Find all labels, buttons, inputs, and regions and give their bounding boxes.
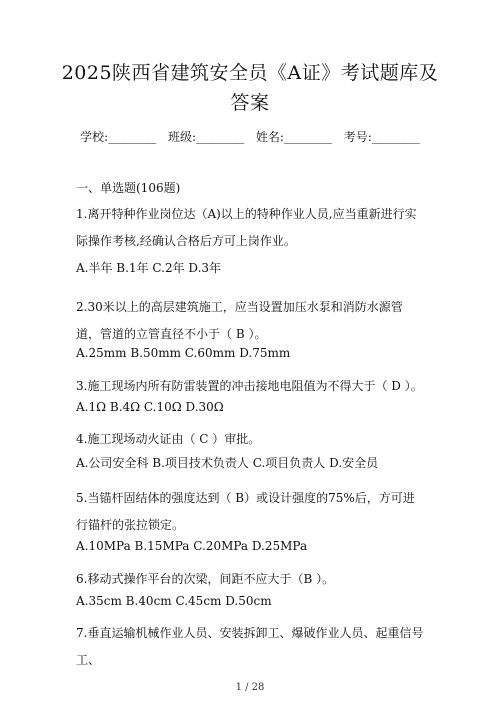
section-heading: 一、单选题(106题) <box>76 181 181 195</box>
question-4-options: A.公司安全科 B.项目技术负责人 C.项目负责人 D.安全员 <box>76 456 379 470</box>
name-field: 姓名:________ <box>255 130 332 144</box>
question-2: 2.30米以上的高层建筑施工，应当设置加压水泵和消防水源管道，管道的立管直径不小于（ B ）。 <box>76 300 403 341</box>
question-4: 4.施工现场动火证由（ C ）审批。 <box>76 432 261 446</box>
question-5-options: A.10MPa B.15MPa C.20MPa D.25MPa <box>76 539 308 553</box>
question-7: 7.垂直运输机械作业人员、安装拆卸工、爆破作业人员、起重信号工、 <box>76 626 424 667</box>
question-6: 6.移动式操作平台的次梁，间距不应大于（B ）。 <box>76 572 335 586</box>
question-3: 3.施工现场内所有防雷装置的冲击接地电阻值为不得大于（ D ）。 <box>76 379 423 393</box>
question-1-options: A.半年 B.1年 C.2年 D.3年 <box>76 261 222 275</box>
document-title: 2025陕西省建筑安全员《A证》考试题库及答案 <box>61 62 439 114</box>
question-1: 1.离开特种作业岗位达（A)以上的特种作业人员,应当重新进行实际操作考核,经确认合格后方可上岗作业。 <box>76 207 417 248</box>
school-field: 学校:________ <box>80 130 157 144</box>
student-info-line <box>0 129 500 145</box>
question-6-options: A.35cm B.40cm C.45cm D.50cm <box>76 594 272 608</box>
class-field: 班级:________ <box>168 130 245 144</box>
question-5: 5.当锚杆固结体的强度达到（ B）或设计强度的75%后，方可进行锚杆的张拉锁定。 <box>76 491 415 532</box>
exam-number-field: 考号:________ <box>343 130 420 144</box>
page-number: 1 / 28 <box>235 682 265 693</box>
question-3-options: A.1Ω B.4Ω C.10Ω D.30Ω <box>76 400 224 414</box>
question-2-options: A.25mm B.50mm C.60mm D.75mm <box>76 346 291 360</box>
